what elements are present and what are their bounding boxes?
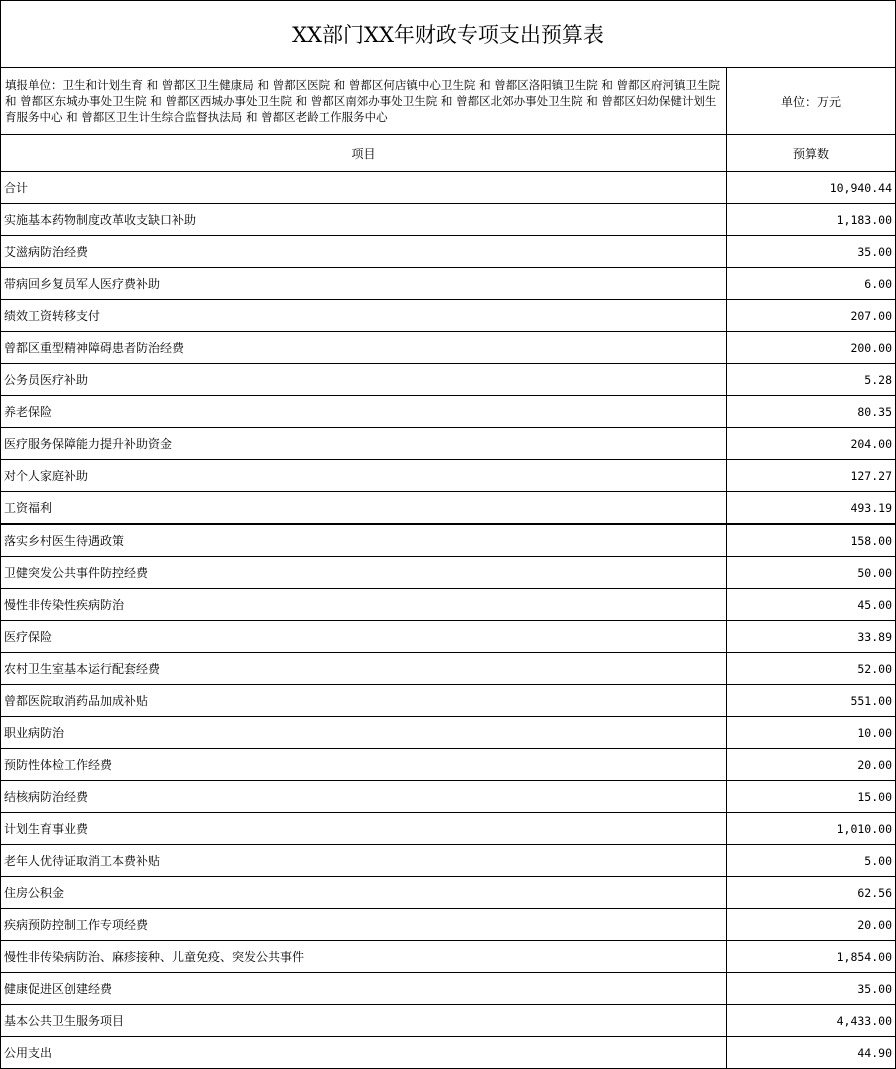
row-amount: 493.19 [727, 492, 896, 525]
table-row [1, 172, 896, 204]
table-row [1, 941, 896, 973]
table-row [1, 1005, 896, 1037]
row-amount: 20.00 [727, 749, 896, 781]
row-item: 结核病防治经费 [1, 781, 727, 813]
row-amount: 5.00 [727, 845, 896, 877]
row-amount: 45.00 [727, 589, 896, 621]
table-row [1, 749, 896, 781]
row-item: 医疗服务保障能力提升补助资金 [1, 428, 727, 460]
row-amount: 52.00 [727, 653, 896, 685]
row-item: 住房公积金 [1, 877, 727, 909]
row-item: 慢性非传染性疾病防治 [1, 589, 727, 621]
row-item: 老年人优待证取消工本费补贴 [1, 845, 727, 877]
table-row [1, 717, 896, 749]
table-row [1, 460, 896, 492]
row-item: 落实乡村医生待遇政策 [1, 524, 727, 557]
table-row [1, 813, 896, 845]
row-amount: 1,010.00 [727, 813, 896, 845]
row-item: 带病回乡复员军人医疗费补助 [1, 268, 727, 300]
column-header-item: 项目 [1, 135, 727, 172]
row-amount: 35.00 [727, 236, 896, 268]
table-row [1, 621, 896, 653]
row-amount: 33.89 [727, 621, 896, 653]
table-row [1, 492, 896, 525]
row-amount: 4,433.00 [727, 1005, 896, 1037]
row-item: 农村卫生室基本运行配套经费 [1, 653, 727, 685]
table-row [1, 268, 896, 300]
table-row [1, 877, 896, 909]
row-amount: 1,183.00 [727, 204, 896, 236]
row-item: 对个人家庭补助 [1, 460, 727, 492]
table-row [1, 685, 896, 717]
table-row [1, 781, 896, 813]
table-row [1, 204, 896, 236]
filler-unit-label: 填报单位：卫生和计划生育 和 曾都区卫生健康局 和 曾都区医院 和 曾都区何店镇中心卫生院 和 曾都区洛阳镇卫生院 和 曾都区府河镇卫生院 和 曾都区东城办事处卫生院 和 曾都区西城办事处卫生院 和 曾都区南郊办事处卫生院 和 曾都区北郊办事处卫生院 和 曾都区妇幼保健计划生育服务中心 和 曾都区卫生计生综合监督执法局 和 曾都区老龄工作服务中心 [1, 68, 727, 135]
row-item: 计划生育事业费 [1, 813, 727, 845]
table-row [1, 1037, 896, 1069]
row-amount: 6.00 [727, 268, 896, 300]
unit-label: 单位：万元 [727, 68, 896, 135]
row-item: 疾病预防控制工作专项经费 [1, 909, 727, 941]
row-amount: 200.00 [727, 332, 896, 364]
table-row [1, 428, 896, 460]
row-amount: 551.00 [727, 685, 896, 717]
table-row [1, 300, 896, 332]
table-row [1, 332, 896, 364]
table-row [1, 236, 896, 268]
row-amount: 207.00 [727, 300, 896, 332]
row-item: 养老保险 [1, 396, 727, 428]
row-item: 公用支出 [1, 1037, 727, 1069]
row-amount: 80.35 [727, 396, 896, 428]
row-item: 工资福利 [1, 492, 727, 525]
row-item: 实施基本药物制度改革收支缺口补助 [1, 204, 727, 236]
row-amount: 15.00 [727, 781, 896, 813]
table-row [1, 909, 896, 941]
row-amount: 10,940.44 [727, 172, 896, 204]
row-item: 医疗保险 [1, 621, 727, 653]
row-item: 预防性体检工作经费 [1, 749, 727, 781]
table-row [1, 557, 896, 589]
column-header-amount: 预算数 [727, 135, 896, 172]
row-amount: 20.00 [727, 909, 896, 941]
row-item: 卫健突发公共事件防控经费 [1, 557, 727, 589]
table-row [1, 524, 896, 557]
table-row [1, 364, 896, 396]
row-amount: 50.00 [727, 557, 896, 589]
table-row [1, 653, 896, 685]
table-row [1, 973, 896, 1005]
row-item: 健康促进区创建经费 [1, 973, 727, 1005]
row-item: 艾滋病防治经费 [1, 236, 727, 268]
row-amount: 35.00 [727, 973, 896, 1005]
row-amount: 5.28 [727, 364, 896, 396]
row-amount: 10.00 [727, 717, 896, 749]
row-item: 基本公共卫生服务项目 [1, 1005, 727, 1037]
row-amount: 204.00 [727, 428, 896, 460]
row-item: 慢性非传染病防治、麻疹接种、儿童免疫、突发公共事件 [1, 941, 727, 973]
row-amount: 62.56 [727, 877, 896, 909]
page-title: XX部门XX年财政专项支出预算表 [1, 1, 896, 68]
row-amount: 158.00 [727, 524, 896, 557]
row-item: 曾都医院取消药品加成补贴 [1, 685, 727, 717]
table-row [1, 396, 896, 428]
row-item: 合计 [1, 172, 727, 204]
row-item: 公务员医疗补助 [1, 364, 727, 396]
row-amount: 1,854.00 [727, 941, 896, 973]
row-item: 职业病防治 [1, 717, 727, 749]
row-amount: 44.90 [727, 1037, 896, 1069]
table-row [1, 589, 896, 621]
row-item: 曾都区重型精神障碍患者防治经费 [1, 332, 727, 364]
row-amount: 127.27 [727, 460, 896, 492]
table-row [1, 845, 896, 877]
row-item: 绩效工资转移支付 [1, 300, 727, 332]
